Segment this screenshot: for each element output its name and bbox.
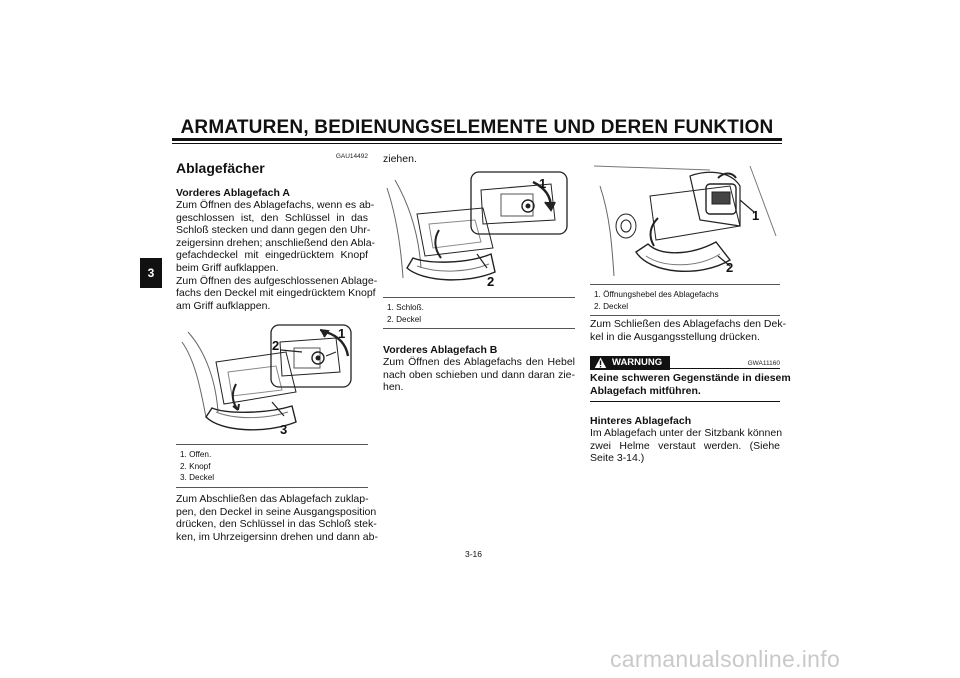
text-line: Zum Öffnen des aufgeschlossenen Ablage-	[176, 274, 378, 287]
caption-divider	[176, 487, 368, 488]
caption-item: 2. Knopf	[180, 461, 211, 471]
paragraph-rear	[590, 427, 783, 465]
warning-box	[590, 368, 791, 402]
text-line: nach oben schieben und dann daran zie-	[383, 368, 575, 381]
text-line: Keine schweren Gegenstände in diesem	[590, 372, 791, 384]
text-line: gefachdeckel mit eingedrücktem Knopf	[176, 249, 368, 262]
text-line: Ablagefach mitführen.	[590, 384, 701, 397]
text-line: Zum Schließen des Ablagefachs den Dek-	[590, 318, 787, 330]
section-code: GAU14492	[335, 153, 368, 160]
text-line: Im Ablagefach unter der Sitzbank können	[590, 427, 783, 439]
warning-code: GWA11160	[747, 360, 780, 367]
title-rule	[172, 138, 782, 141]
text-line: zwei Helme verstaut werden. (Siehe	[590, 439, 780, 452]
text-line: fachs den Deckel mit eingedrücktem Knopf	[176, 287, 376, 300]
continuation-text: ziehen.	[383, 153, 417, 165]
caption-divider	[176, 444, 368, 445]
paragraph-lock-a	[176, 493, 378, 543]
watermark: carmanualsonline.info	[610, 646, 841, 672]
caption-divider	[383, 328, 575, 329]
text-line: ken, im Uhrzeigersinn drehen und dann ab-	[176, 530, 378, 543]
paragraph-open-a	[176, 199, 378, 312]
text-line: hen.	[383, 381, 404, 394]
caption-item: 2. Deckel	[387, 314, 422, 324]
figure-front-storage-a	[176, 322, 368, 442]
text-line: drücken, den Schlüssel in das Schloß stek-	[176, 518, 377, 531]
paragraph-close	[590, 318, 787, 343]
text-line: am Griff aufklappen.	[176, 299, 271, 312]
figure-caption-list	[180, 449, 214, 484]
callout-3: 3	[280, 422, 288, 437]
page-title: ARMATUREN, BEDIENUNGSELEMENTE UND DEREN FUNKTION	[180, 117, 774, 138]
text-line: Zum Öffnen des Ablagefachs den Hebel	[383, 356, 575, 368]
text-line: pen, den Deckel in seine Ausgangsposition	[176, 505, 377, 518]
warning-label: WARNUNG	[612, 357, 663, 368]
caption-item: 2. Deckel	[594, 301, 629, 311]
text-line: beim Griff aufklappen.	[176, 261, 279, 274]
callout-1: 1	[752, 208, 760, 223]
figure-opening-lever	[590, 156, 782, 286]
section-heading: Ablagefächer	[176, 160, 265, 176]
subheading-rear: Hinteres Ablagefach	[590, 415, 692, 427]
caption-divider	[383, 297, 575, 298]
warning-text	[590, 369, 791, 397]
text-line: Schloß stecken und dann gegen den Uhr-	[176, 224, 371, 237]
caption-divider	[590, 284, 780, 285]
subheading-front-b: Vorderes Ablagefach B	[383, 344, 498, 356]
text-line: Zum Öffnen des Ablagefachs, wenn es ab-	[176, 199, 375, 211]
callout-2: 2	[272, 338, 280, 353]
text-line: kel in die Ausgangsstellung drücken.	[590, 330, 760, 343]
paragraph-open-b	[383, 356, 575, 394]
text-line: zeigersinn drehen; anschließend den Abla-	[176, 236, 376, 249]
figure-front-storage-b	[383, 168, 575, 296]
caption-item: 1. Offen.	[180, 450, 212, 459]
callout-1: 1	[338, 326, 346, 341]
caption-item: 3. Deckel	[180, 473, 215, 482]
figure-caption-list	[387, 302, 424, 325]
caption-item: 1. Schloß.	[387, 303, 424, 312]
subheading-front-a: Vorderes Ablagefach A	[176, 187, 290, 199]
caption-divider	[590, 315, 780, 316]
title-rule-thin	[172, 143, 782, 144]
text-line: Zum Abschließen das Ablagefach zuklap-	[176, 493, 369, 505]
callout-2: 2	[726, 260, 734, 275]
callout-1: 1	[539, 176, 547, 191]
text-line: geschlossen ist, den Schlüssel in das	[176, 211, 368, 224]
figure-caption-list	[594, 289, 719, 312]
caption-item: 1. Öffnungshebel des Ablagefachs	[594, 290, 719, 299]
text-line: Seite 3-14.)	[590, 452, 645, 465]
chapter-tab: 3	[140, 258, 162, 288]
callout-2: 2	[487, 274, 495, 289]
page-number: 3-16	[465, 549, 483, 559]
